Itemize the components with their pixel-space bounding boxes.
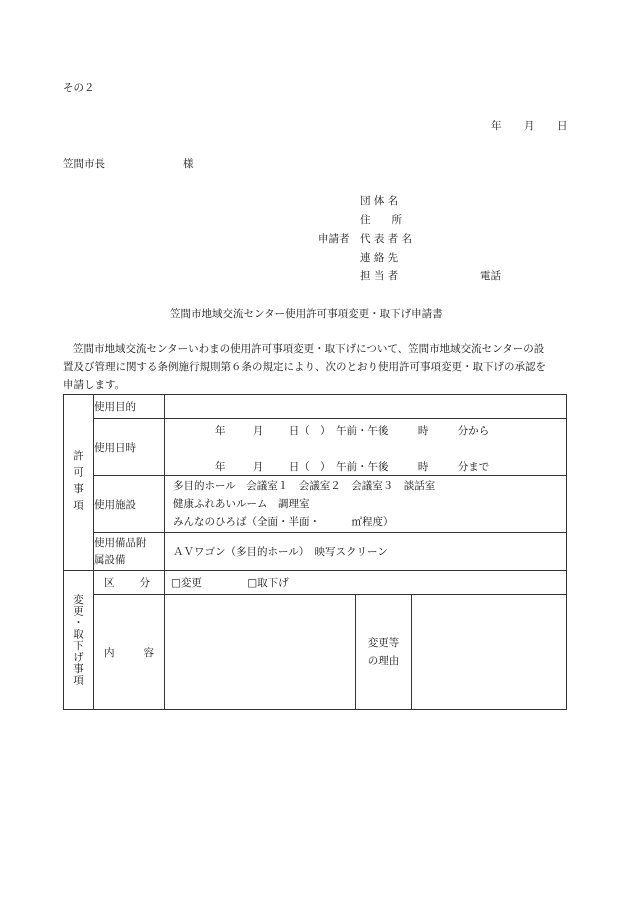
addressee-name: 笠間市長	[63, 158, 105, 170]
facility-label: 使用施設	[94, 476, 165, 533]
date-month-label: 月	[524, 120, 535, 132]
facility-line-3: みんなのひろば（全面・半面・ ㎡程度）	[173, 516, 394, 528]
datetime-from: 年 月 日（ ） 午前・午後 時 分から	[215, 425, 490, 437]
representative-label: 代 表 者 名	[360, 233, 413, 245]
reason-label: 変更等 の理由	[356, 595, 412, 710]
date-day-label: 日	[557, 120, 568, 132]
document-title: 笠間市地域交流センター使用許可事項変更・取下げ申請書	[170, 308, 443, 320]
datetime-label: 使用日時	[94, 419, 165, 476]
org-name-label: 団 体 名	[360, 195, 399, 207]
intro-line-1: 笠間市地域交流センターいわまの使用許可事項変更・取下げについて、笠間市地域交流センターの設	[73, 343, 545, 355]
form-number: その２	[63, 82, 95, 94]
content-row	[64, 595, 567, 710]
equipment-row	[64, 533, 567, 571]
category-options	[165, 571, 567, 595]
date-year-label: 年	[491, 120, 502, 132]
permit-section-heading: 許可事項	[72, 449, 84, 516]
datetime-row	[64, 419, 567, 476]
purpose-field[interactable]	[165, 395, 567, 419]
withdraw-checkbox[interactable]: □取下げ	[247, 577, 289, 589]
applicant-prefix: 申請者	[318, 233, 350, 245]
purpose-label: 使用目的	[94, 395, 165, 419]
datetime-to: 年 月 日（ ） 午前・午後 時 分まで	[215, 461, 490, 473]
intro-line-2: 置及び管理に関する条例施行規則第６条の規定により、次のとおり使用許可事項変更・取下げの承認を	[63, 361, 546, 373]
category-label: 区 分	[94, 571, 165, 595]
reason-field[interactable]	[412, 595, 567, 710]
facility-options[interactable]	[165, 476, 567, 533]
category-row	[64, 571, 567, 595]
change-checkbox[interactable]: □変更	[171, 577, 202, 589]
facility-row	[64, 476, 567, 533]
addressee-suffix: 様	[183, 158, 194, 170]
equipment-label: 使用備品附 属設備	[94, 533, 165, 571]
application-table	[63, 394, 567, 710]
content-field[interactable]	[165, 595, 356, 710]
intro-paragraph	[63, 340, 568, 394]
purpose-row	[64, 395, 567, 419]
change-section-heading-cell	[64, 571, 94, 710]
facility-line-2: 健康ふれあいルーム 調理室	[173, 498, 310, 510]
equipment-options[interactable]: ＡＶワゴン（多目的ホール） 映写スクリーン	[165, 533, 567, 571]
facility-line-1: 多目的ホール 会議室１ 会議室２ 会議室３ 談話室	[173, 480, 436, 492]
content-label: 内 容	[94, 595, 165, 710]
change-section-heading: 変更・取下げ事項	[72, 594, 84, 686]
address-label: 住 所	[360, 214, 402, 226]
permit-section-heading-cell	[64, 395, 94, 571]
datetime-field[interactable]	[165, 419, 567, 476]
intro-line-3: 申請します。	[63, 379, 126, 391]
phone-label: 電話	[480, 270, 501, 282]
contact-label: 連 絡 先	[360, 252, 399, 264]
person-in-charge-label: 担 当 者	[360, 270, 399, 282]
